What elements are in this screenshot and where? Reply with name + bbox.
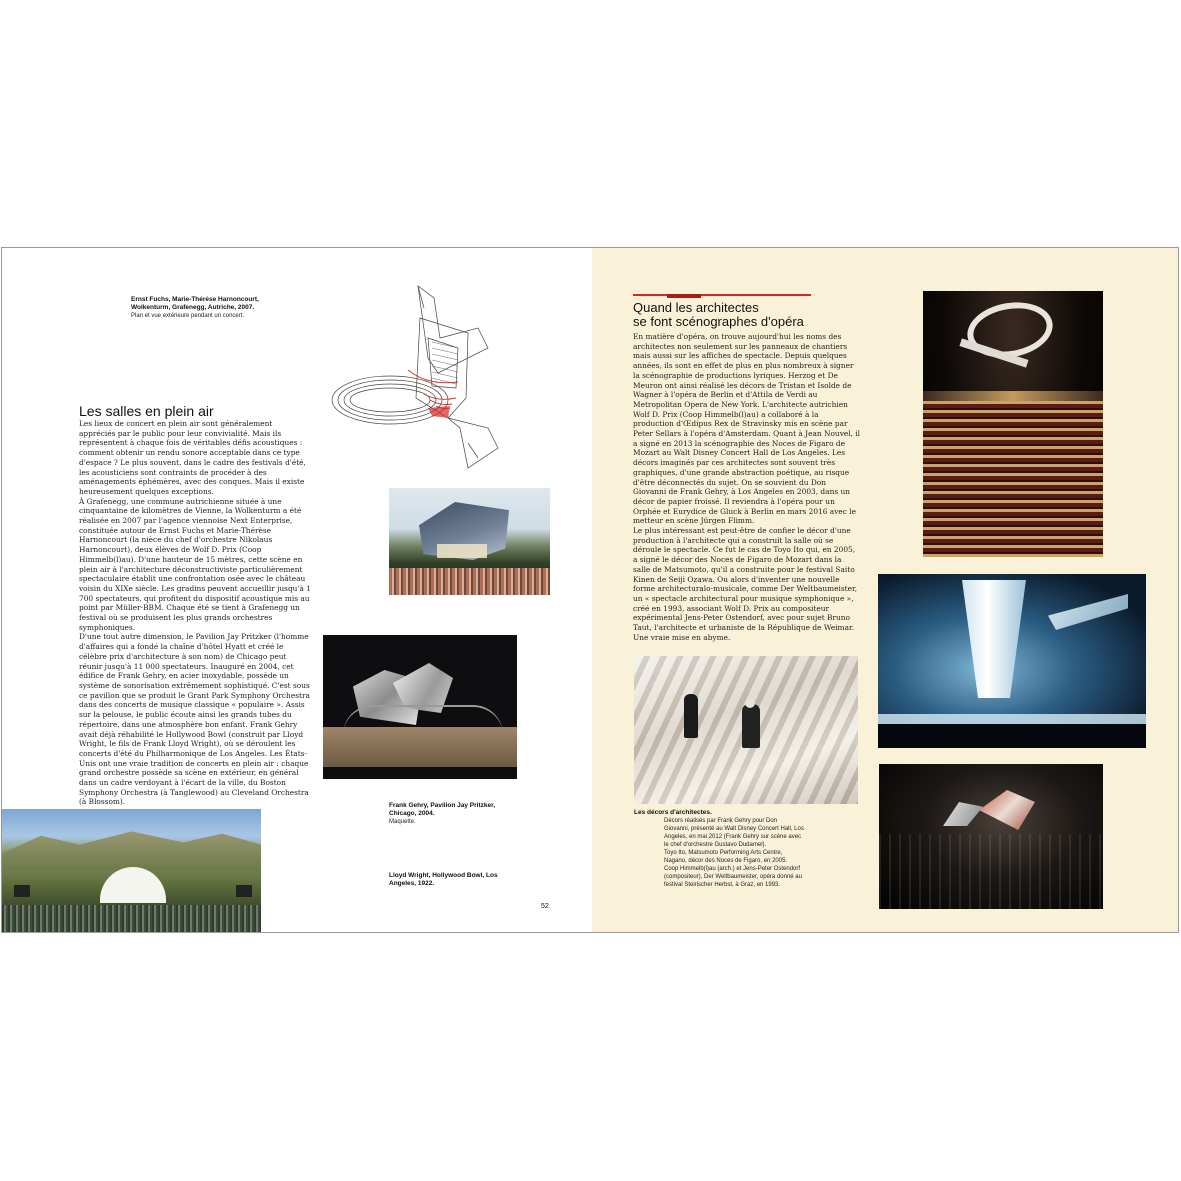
left-body	[79, 419, 311, 807]
right-page	[592, 248, 1179, 932]
decors-caption-line: Décors réalisés par Frank Gehry pour Don Giovanni, présenté au Walt Disney Concert Hall, Los Angeles, en mai 2012 (Frank Gehry sur scène avec le chef d'orchestre Gustavo Dudamel).	[664, 818, 804, 848]
page-number: 52	[541, 903, 549, 910]
right-paragraph: En matière d'opéra, on trouve aujourd'hui les noms des architectes non seulement sur les panneaux de chantiers mais aussi sur les affiches de spectacle. Depuis quelques années, ils sont en effet de plus en plus nombreux à signer la scénographie de productions lyriques. Herzog et De Meuron ont ainsi réalisé les décors de Tristan et Isolde de Wagner à l'opéra de Berlin et d'Attila de Verdi au Metropolitan Opera de New York. L'architecte autrichien Wolf D. Prix (Coop Himmelb(l)au) a collaboré à la production d'Œdipus Rex de Stravinsky mis en scène par Peter Sellars à l'opéra d'Amsterdam. Quant à Jean Nouvel, il a signé en 2013 la scénographie des Noces de Figaro de Mozart au Walt Disney Concert Hall de Los Angeles. Les décors imaginés par ces architectes sont souvent très graphiques, d'une grande abstraction poétique, au risque d'être déconnectés du sujet. On se souvient du Don Giovanni de Frank Gehry, à Los Angeles en 2003, dans un décor de papier froissé. Il reviendra à l'opéra pour un Orphée et Eurydice de Gluck à Berlin en mars 2016 avec le metteur en scène Jürgen Flimm.	[633, 332, 861, 526]
decors-caption	[634, 809, 804, 889]
right-heading-line2: se font scénographes d'opéra	[633, 314, 804, 329]
bowl-caption-title: Lloyd Wright, Hollywood Bowl, Los Angeles, 1922.	[389, 872, 498, 887]
hollywood-bowl-photo	[2, 809, 261, 933]
left-paragraph: À Grafenegg, une commune autrichienne située à une cinquantaine de kilomètres de Vienne, la Wolkenturm a été réalisée en 2007 par l'agence viennoise Next Enterprise, constituée autour de Ernst Fuchs et Marie-Thérèse Harnoncourt (la nièce du chef d'orchestre Nikolaus Harnoncourt), deux élèves de Wolf D. Prix (Coop Himmelb(l)au). D'une hauteur de 15 mètres, cette scène en plein air à l'architecture déconstructiviste particulièrement spectaculaire établit une confrontation osée avec le château voisin du XIXe siècle. Les gradins peuvent accueillir jusqu'à 1 700 spectateurs, qui profitent du dispositif acoustique mis au point par Müller-BBM. Chaque été se tient à Grafenegg un festival où se produisent les plus grands orchestres symphoniques.	[79, 496, 311, 632]
right-body	[633, 332, 861, 643]
weltbaumeister-stage-photo	[878, 574, 1146, 748]
decors-caption-title: Les décors d'architectes.	[634, 809, 712, 816]
plan-caption-subtitle: Plan et vue extérieure pendant un concert.	[131, 313, 245, 319]
wolkenturm-plan-drawing	[328, 278, 524, 474]
left-heading: Les salles en plein air	[79, 403, 214, 419]
plan-caption-title: Ernst Fuchs, Marie-Thérèse Harnoncourt, Wolkenturm, Grafenegg, Autriche, 2007.	[131, 296, 259, 311]
pritzker-maquette-photo	[323, 635, 517, 779]
heading-rule-accent	[667, 294, 701, 298]
right-heading-line1: Quand les architectes	[633, 300, 759, 315]
pritzker-caption	[389, 802, 509, 826]
book-spread	[1, 247, 1179, 933]
plan-caption	[131, 296, 271, 320]
decors-caption-line: Toyo Ito, Matsumoto Performing Arts Centre, Nagano, décor des Noces de Figaro, en 2005.	[664, 850, 788, 864]
pritzker-caption-title: Frank Gehry, Pavilion Jay Pritzker, Chicago, 2004.	[389, 802, 496, 817]
oedipus-rex-stage-photo	[879, 764, 1103, 909]
pritzker-caption-subtitle: Maquette.	[389, 819, 416, 825]
bowl-caption	[389, 872, 509, 888]
left-paragraph: D'une tout autre dimension, le Pavilion Jay Pritzker (l'homme d'affaires qui a fondé la chaîne d'hôtel Hyatt et créé le célèbre prix d'architecture à son nom) de Chicago peut réunir jusqu'à 11 000 spectateurs. Inauguré en 2004, cet édifice de Frank Gehry, en acier inoxydable, possède un système de sonorisation extrêmement sophistiqué. C'est sous ce pavillon que se produit le Grant Park Symphony Orchestra dans des concerts de musique classique « populaire ». Assis sur la pelouse, le public écoute ainsi les grands tubes du répertoire, dans une atmosphère bon enfant. Frank Gehry avait déjà réhabilité le Hollywood Bowl (construit par Lloyd Wright, le fils de Frank Lloyd Wright), où se déroulent les concerts d'été du Philharmonique de Los Angeles. Les États-Unis ont une vraie tradition de concerts en plein air : chaque grand orchestre possède sa scène en extérieur, en général dans un cadre verdoyant à l'écart de la ville, du Boston Symphony Orchestra (à Tanglewood) au Cleveland Orchestra (à Blossom).	[79, 632, 310, 807]
wolkenturm-photo	[389, 488, 550, 595]
decors-caption-line: Coop Himmelb(l)au (arch.) et Jens-Peter Ostendorf (compositeur), Der Weltbaumeister, opéra donné au festival Steirischer Herbst, à Graz, en 1993.	[664, 866, 802, 888]
right-paragraph: Le plus intéressant est peut-être de confier le décor d'une production à l'architecte qui a construit la salle où se déroule le spectacle. Ce fut le cas de Toyo Ito qui, en 2005, a signé le décor des Noces de Figaro de Mozart dans la salle de Matsumoto, qu'il a construite pour le festival Saito Kinen de Seiji Ozawa. Ou alors d'inventer une nouvelle forme architecturalo-musicale, comme Der Weltbaumeister, un « spectacle architectural pour musique symphonique », créé en 1993, associant Wolf D. Prix au compositeur expérimental Jens-Peter Ostendorf, avec pour sujet Bruno Taut, l'architecte et urbaniste de la République de Weimar. Une vraie mise en abyme.	[633, 526, 858, 642]
matsumoto-auditorium-photo	[923, 291, 1103, 557]
right-heading	[633, 301, 863, 329]
left-paragraph: Les lieux de concert en plein air sont généralement appréciés par le public pour leur convivialité. Mais ils représentent à chaque fois de véritables défis acoustiques : comment obtenir un rendu sonore acceptable dans ce type d'espace ? Le plus souvent, dans le cadre des festivals d'été, les acousticiens sont contraints de procéder à des aménagements éphémères, avec des conques. Mais il existe heureusement quelques exceptions.	[79, 419, 306, 496]
heading-rule	[633, 294, 811, 296]
left-page	[2, 248, 592, 932]
don-giovanni-paper-set-photo	[634, 656, 858, 804]
